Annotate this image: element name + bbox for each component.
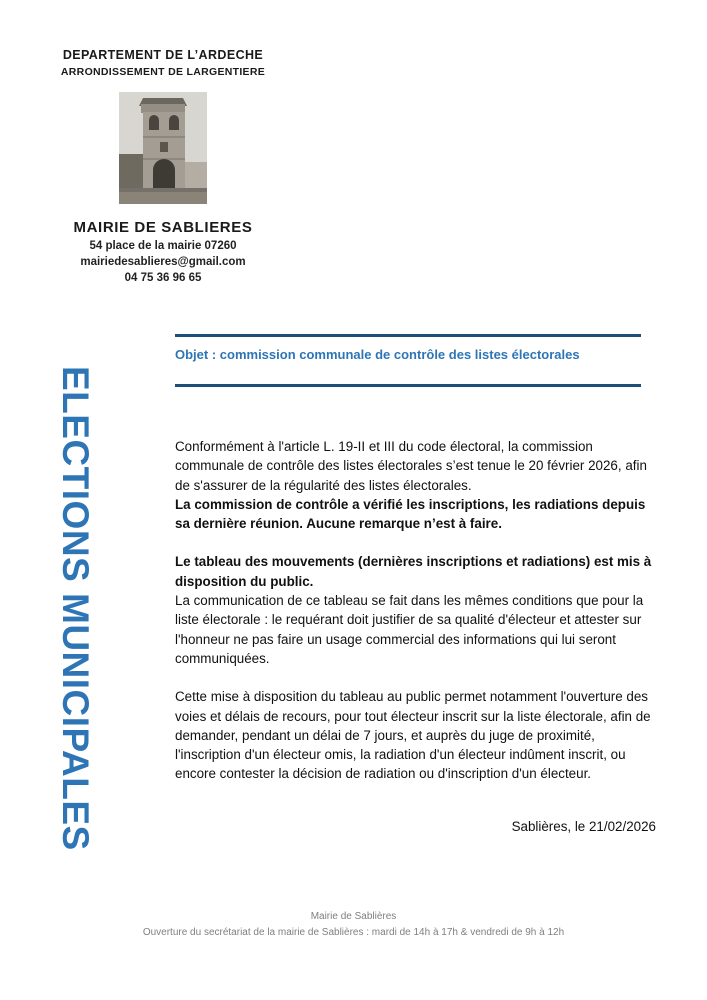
mairie-name: MAIRIE DE SABLIERES [73, 219, 253, 236]
letter-body [175, 437, 656, 836]
page-footer [0, 909, 707, 941]
mairie-email: mairiedesablieres@gmail.com [80, 256, 246, 268]
paragraph-2 [175, 552, 656, 668]
divider-line-bottom [175, 384, 641, 387]
footer-mairie-line: Mairie de Sablières [310, 911, 397, 922]
church-tower-photo [119, 92, 207, 204]
letterhead [55, 48, 271, 284]
footer-hours-line: Ouverture du secrétariat de la mairie de Sablières : mardi de 14h à 17h & vendredi de 9h à 12h [142, 927, 565, 938]
paragraph-1-bold-text: La commission de contrôle a vérifié les inscriptions, les radiations depuis sa dernière réunion. Aucune remarque n’est à faire. [175, 496, 646, 532]
divider-line-top [175, 334, 641, 337]
vertical-title-elections-municipales: ELECTIONS MUNICIPALES [55, 366, 96, 851]
subject-line: Objet : commission communale de contrôle des listes électorales [175, 347, 580, 362]
date-place-line: Sablières, le 21/02/2026 [511, 818, 656, 834]
paragraph-1-text: Conformément à l'article L. 19-II et III du code électoral, la commission communale de contrôle des listes électorales s’est tenue le 20 février 2026, afin de s'assurer de la régularité des listes électorales. [175, 439, 647, 493]
paragraph-3: Cette mise à disposition du tableau au public permet notamment l'ouverture des voies et délais de recours, pour tout électeur inscrit sur la liste électorale, afin de demander, pendant un délai de 7 jours, et auprès du juge de proximité, l'inscription d'un électeur omis, la radiation d'un électeur indûment inscrit, ou encore contester la décision de radiation ou d'inscription d'un électeur. [175, 689, 651, 782]
paragraph-1 [175, 437, 656, 533]
mairie-address: 54 place de la mairie 07260 [89, 240, 237, 252]
arrondissement-line: ARRONDISSEMENT DE LARGENTIERE [60, 66, 266, 78]
paragraph-2-bold-text: Le tableau des mouvements (dernières inscriptions et radiations) est mis à disposition du public. [175, 554, 652, 589]
department-line: DEPARTEMENT DE L’ARDECHE [62, 48, 264, 62]
mairie-phone: 04 75 36 96 65 [124, 272, 202, 284]
paragraph-2-text: La communication de ce tableau se fait dans les mêmes conditions que pour la liste électorale : le requérant doit justifier de sa qualité d'électeur et attester sur l'honneur ne pas faire un usage commercial des informations qui lui seront communiquées. [175, 593, 644, 666]
